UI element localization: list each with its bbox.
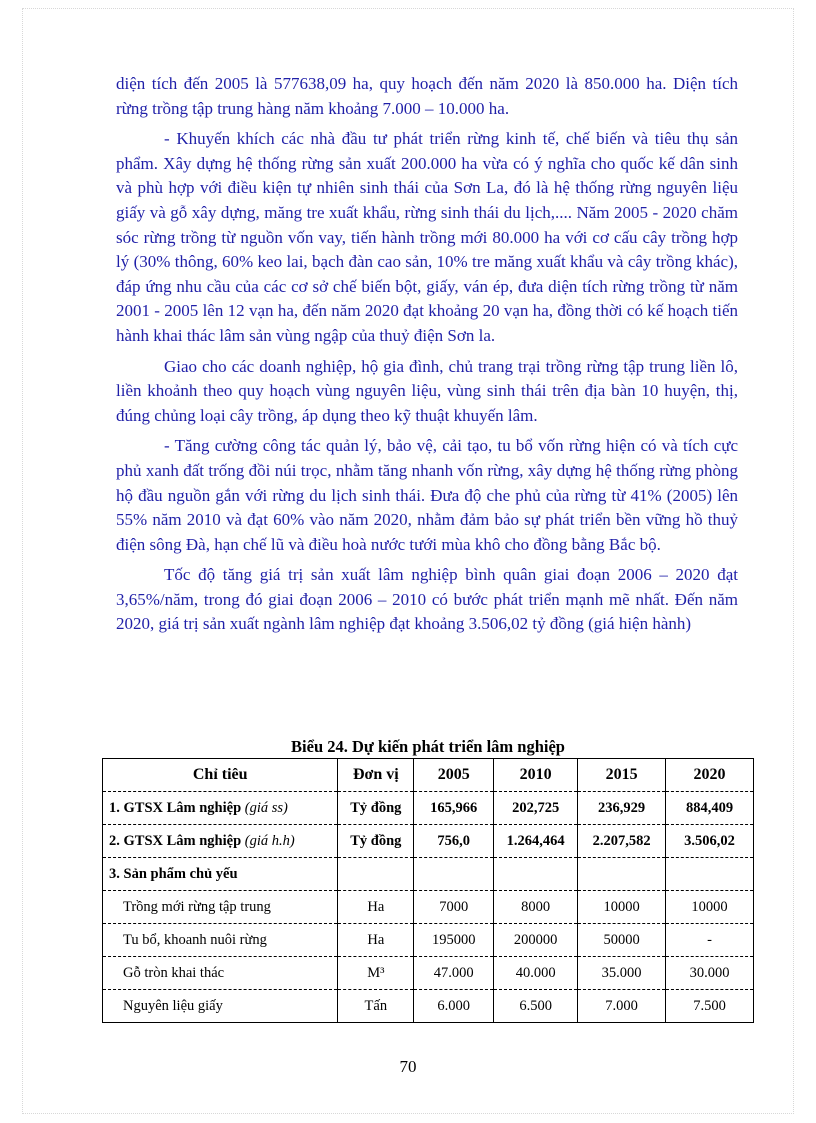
paragraph: Tốc độ tăng giá trị sản xuất lâm nghiệp bình quân giai đoạn 2006 – 2020 đạt 3,65%/năm, trong đó giai đoạn 2006 – 2010 có bước phát triển mạnh mẽ nhất. Đến năm 2020, giá trị sản xuất ngành lâm nghiệp đạt khoảng 3.506,02 tỷ đồng (giá hiện hành) (116, 565, 738, 634)
cell-value: 35.000 (578, 957, 666, 990)
cell-value: 1.264,464 (494, 825, 578, 858)
row-label: 3. Sản phẩm chủ yếu (103, 858, 338, 891)
cell-value: 47.000 (414, 957, 494, 990)
table-row (103, 825, 754, 858)
row-label-text: 1. GTSX Lâm nghiệp (109, 799, 245, 816)
row-label: Nguyên liệu giấy (103, 990, 338, 1023)
table-row (103, 990, 754, 1023)
cell-value: 7000 (414, 891, 494, 924)
table-title: Biểu 24. Dự kiến phát triển lâm nghiệp (291, 737, 565, 756)
cell-value: 6.500 (494, 990, 578, 1023)
cell-unit: Ha (338, 924, 414, 957)
row-label: Gỗ tròn khai thác (103, 957, 338, 990)
cell-value: 10000 (666, 891, 754, 924)
cell-value (494, 858, 578, 891)
forestry-table (102, 758, 754, 1023)
cell-value: 202,725 (494, 792, 578, 825)
paragraph: Giao cho các doanh nghiệp, hộ gia đình, chủ trang trại trồng rừng tập trung liền lô, liền khoảnh theo quy hoạch vùng nguyên liệu, vùng sinh thái trên địa bàn 10 huyện, thị, đúng chủng loại cây trồng, áp dụng theo kỹ thuật khuyến lâm. (116, 356, 738, 425)
cell-value: 195000 (414, 924, 494, 957)
cell-value: 10000 (578, 891, 666, 924)
page-number: 70 (399, 1057, 417, 1076)
cell-unit: Ha (338, 891, 414, 924)
col-header: Chỉ tiêu (103, 759, 338, 792)
row-label-text: 2. GTSX Lâm nghiệp (109, 832, 245, 849)
col-header: 2015 (578, 759, 666, 792)
cell-unit: Tấn (338, 990, 414, 1023)
cell-value: 6.000 (414, 990, 494, 1023)
table-row (103, 957, 754, 990)
body-text (116, 72, 738, 643)
row-label-note: (giá h.h) (244, 832, 295, 849)
row-label: Trồng mới rừng tập trung (103, 891, 338, 924)
table-header-row (103, 759, 754, 792)
cell-value (414, 858, 494, 891)
table-row (103, 792, 754, 825)
row-label: Tu bổ, khoanh nuôi rừng (103, 924, 338, 957)
cell-value: 7.500 (666, 990, 754, 1023)
cell-unit (338, 858, 414, 891)
col-header: Đơn vị (338, 759, 414, 792)
cell-unit: M³ (338, 957, 414, 990)
cell-value: 3.506,02 (666, 825, 754, 858)
row-label-note: (giá ss) (244, 799, 288, 816)
table-row (103, 924, 754, 957)
col-header: 2005 (414, 759, 494, 792)
cell-value: 756,0 (414, 825, 494, 858)
col-header: 2010 (494, 759, 578, 792)
cell-value: 7.000 (578, 990, 666, 1023)
paragraph: - Tăng cường công tác quản lý, bảo vệ, cải tạo, tu bổ vốn rừng hiện có và tích cực phủ xanh đất trống đồi núi trọc, nhằm tăng nhanh vốn rừng, xây dựng hệ thống rừng phòng hộ đầu nguồn gắn với rừng du lịch sinh thái. Đưa độ che phủ của rừng từ 41% (2005) lên 55% năm 2010 và đạt 60% vào năm 2020, nhằm đảm bảo sự phát triển bền vững hồ thuỷ điện sông Đà, hạn chế lũ và điều hoà nước tưới mùa khô cho đồng bằng Bắc bộ. (116, 436, 738, 554)
cell-value: 8000 (494, 891, 578, 924)
cell-unit: Tỷ đồng (338, 825, 414, 858)
paragraph: - Khuyến khích các nhà đầu tư phát triển rừng kinh tế, chế biến và tiêu thụ sản phẩm. Xây dựng hệ thống rừng sản xuất 200.000 ha vừa có ý nghĩa cho quốc kế dân sinh và phù hợp với điều kiện tự nhiên sinh thái của Sơn La, đó là hệ thống rừng nguyên liệu giấy và gỗ xây dựng, măng tre xuất khẩu, rừng sinh thái du lịch,.... Năm 2005 - 2020 chăm sóc rừng trồng từ nguồn vốn vay, tiến hành trồng mới 80.000 ha với cơ cấu cây trồng hợp lý (30% thông, 60% keo lai, bạch đàn cao sản, 10% tre măng xuất khẩu và cây trồng khác), đáp ứng nhu cầu của các cơ sở chế biến bột, giấy, ván ép, đưa diện tích rừng trồng từ năm 2001 - 2005 lên 12 vạn ha, đến năm 2020 đạt khoảng 20 vạn ha, đồng thời có kế hoạch tiến hành khai thác lâm sản vùng ngập của thuỷ điện Sơn la. (116, 129, 738, 345)
cell-value: 30.000 (666, 957, 754, 990)
cell-value: 50000 (578, 924, 666, 957)
paragraph: diện tích đến 2005 là 577638,09 ha, quy hoạch đến năm 2020 là 850.000 ha. Diện tích rừng trồng tập trung hàng năm khoảng 7.000 – 10.000 ha. (116, 74, 738, 118)
cell-value: 236,929 (578, 792, 666, 825)
cell-unit: Tỷ đồng (338, 792, 414, 825)
cell-value: 200000 (494, 924, 578, 957)
col-header: 2020 (666, 759, 754, 792)
row-label (103, 825, 338, 858)
cell-value: 884,409 (666, 792, 754, 825)
table-row (103, 891, 754, 924)
cell-value (578, 858, 666, 891)
cell-value: 2.207,582 (578, 825, 666, 858)
cell-value (666, 858, 754, 891)
cell-value: - (666, 924, 754, 957)
cell-value: 165,966 (414, 792, 494, 825)
cell-value: 40.000 (494, 957, 578, 990)
table-row (103, 858, 754, 891)
row-label (103, 792, 338, 825)
